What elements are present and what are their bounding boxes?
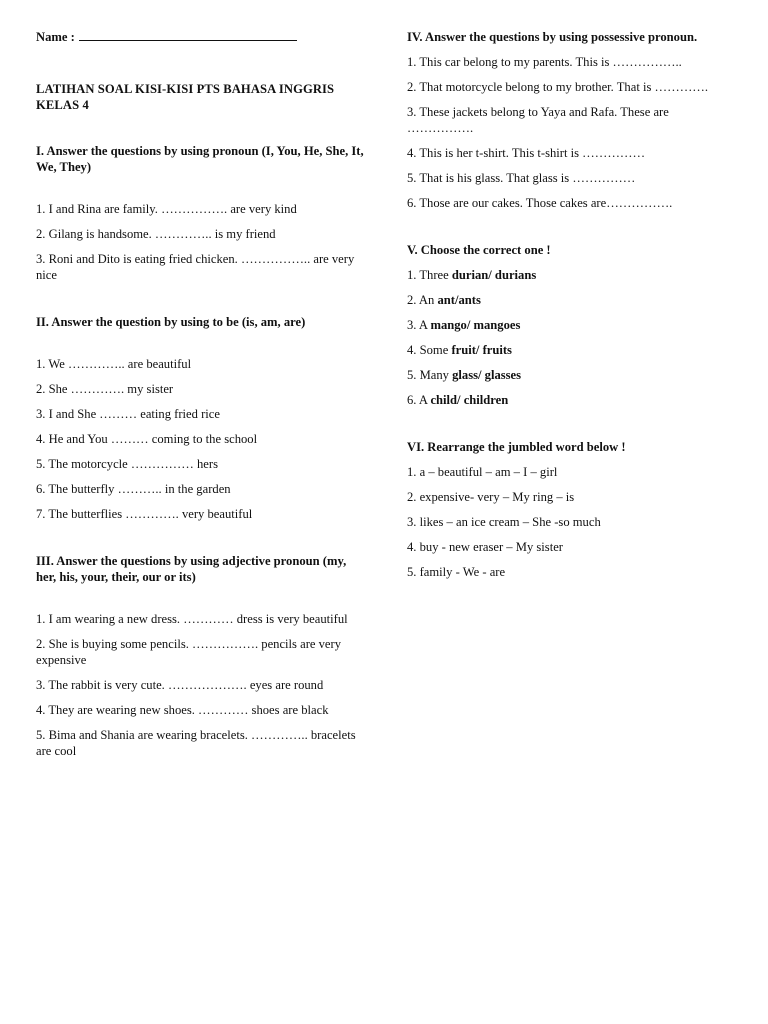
section-4-heading: IV. Answer the questions by using possessive pronoun. <box>407 30 698 44</box>
choice-prefix: 2. An <box>407 293 438 307</box>
choice-prefix: 4. Some <box>407 343 452 357</box>
section-2-item: 4. He and You ……… coming to the school <box>36 432 258 446</box>
section-2-item: 3. I and She ……… eating fried rice <box>36 407 220 421</box>
choice-options: durian/ durians <box>451 268 537 282</box>
section-4-item: 6. Those are our cakes. Those cakes are……………. <box>407 196 673 210</box>
section-3-item: 1. I am wearing a new dress. ………… dress is very beautiful <box>36 612 348 626</box>
choice-options: mango/ mangoes <box>430 318 521 332</box>
section-2-item: 5. The motorcycle …………… hers <box>36 457 218 471</box>
section-4-item: 1. This car belong to my parents. This is …………….. <box>407 55 682 69</box>
section-6-item: 4. buy - new eraser – My sister <box>407 540 563 554</box>
choice-prefix: 3. A <box>407 318 431 332</box>
section-3-item: 5. Bima and Shania are wearing bracelets. ………….. bracelets are cool <box>36 728 356 758</box>
right-column <box>407 29 733 589</box>
name-blank-line[interactable] <box>79 29 297 41</box>
section-5-item <box>407 267 733 283</box>
section-2-item: 2. She …………. my sister <box>36 382 174 396</box>
section-5-item <box>407 392 733 408</box>
name-label: Name : <box>36 30 75 44</box>
section-4-item: 5. That is his glass. That glass is …………… <box>407 171 636 185</box>
choice-prefix: 5. Many <box>407 368 453 382</box>
choice-options: ant/ants <box>437 293 481 307</box>
section-2-item: 7. The butterflies …………. very beautiful <box>36 507 253 521</box>
section-5-item <box>407 292 733 308</box>
section-6-item: 3. likes – an ice cream – She -so much <box>407 515 601 529</box>
name-field <box>36 29 366 45</box>
section-6-item: 2. expensive- very – My ring – is <box>407 490 575 504</box>
section-3-item: 4. They are wearing new shoes. ………… shoes are black <box>36 703 329 717</box>
section-6-item: 5. family - We - are <box>407 565 506 579</box>
choice-prefix: 1. Three <box>407 268 452 282</box>
section-2-heading: II. Answer the question by using to be (is, am, are) <box>36 315 306 329</box>
section-6-item: 1. a – beautiful – am – I – girl <box>407 465 558 479</box>
section-5-item <box>407 317 733 333</box>
choice-options: child/ children <box>430 393 509 407</box>
section-4-item: 4. This is her t-shirt. This t-shirt is …………… <box>407 146 646 160</box>
choice-prefix: 6. A <box>407 393 431 407</box>
section-3-item: 3. The rabbit is very cute. ………………. eyes are round <box>36 678 324 692</box>
section-6-heading: VI. Rearrange the jumbled word below ! <box>407 440 626 454</box>
choice-options: fruit/ fruits <box>451 343 512 357</box>
choice-options: glass/ glasses <box>452 368 522 382</box>
section-3-item: 2. She is buying some pencils. ……………. pencils are very expensive <box>36 637 341 667</box>
section-5-heading: V. Choose the correct one ! <box>407 243 551 257</box>
section-2-item: 6. The butterfly ……….. in the garden <box>36 482 231 496</box>
section-4-item: 2. That motorcycle belong to my brother. That is …………. <box>407 80 709 94</box>
section-5-item <box>407 342 733 358</box>
section-5-item <box>407 367 733 383</box>
section-2-item: 1. We ………….. are beautiful <box>36 357 192 371</box>
page-title: LATIHAN SOAL KISI-KISI PTS BAHASA INGGRIS KELAS 4 <box>36 82 335 112</box>
section-1-item: 3. Roni and Dito is eating fried chicken. …………….. are very nice <box>36 252 355 282</box>
section-1-heading: I. Answer the questions by using pronoun (I, You, He, She, It, We, They) <box>36 144 364 174</box>
section-3-heading: III. Answer the questions by using adjective pronoun (my, her, his, your, their, our or its) <box>36 554 347 584</box>
section-4-item: 3. These jackets belong to Yaya and Rafa. These are ……………. <box>407 105 669 135</box>
left-column <box>36 29 366 768</box>
section-1-item: 1. I and Rina are family. ……………. are very kind <box>36 202 297 216</box>
section-1-item: 2. Gilang is handsome. ………….. is my friend <box>36 227 276 241</box>
